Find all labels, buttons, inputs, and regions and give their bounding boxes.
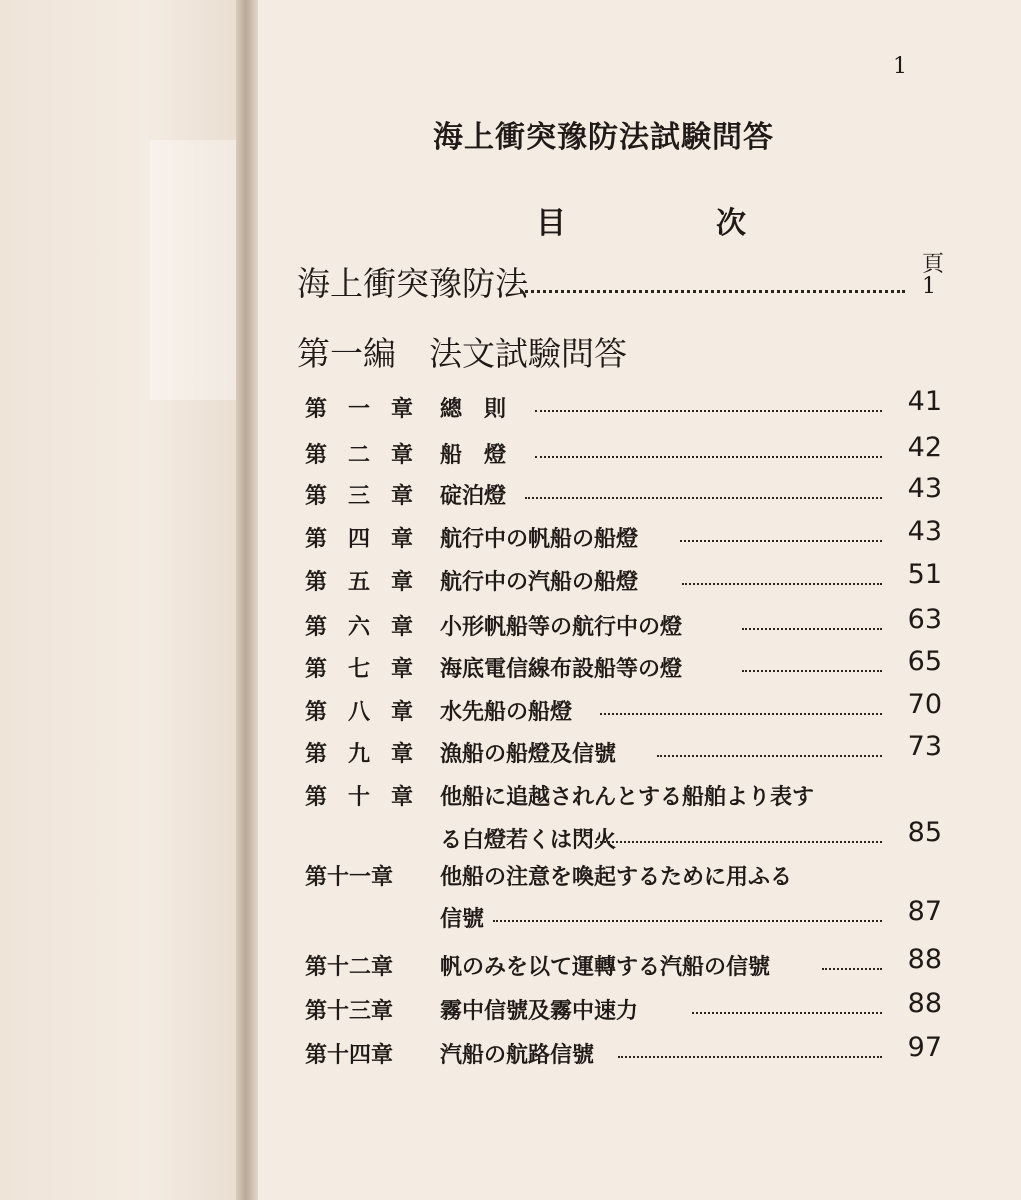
chapter-label-part: 章 bbox=[390, 526, 413, 552]
chapter-page-number: 41 bbox=[907, 386, 942, 417]
dot-leader bbox=[520, 272, 905, 293]
chapter-page-number: 63 bbox=[907, 604, 942, 635]
toc-heading-char: 目 bbox=[536, 206, 566, 241]
chapter-label-part: 第 bbox=[305, 396, 328, 422]
chapter-label bbox=[305, 479, 413, 510]
chapter-page-number: 73 bbox=[907, 731, 942, 762]
toc-entry bbox=[0, 944, 1021, 994]
chapter-label-part: 四 bbox=[347, 526, 370, 552]
dot-leader bbox=[742, 666, 882, 672]
chapter-title-continuation: る白燈若くは閃火 bbox=[440, 827, 617, 853]
chapter-label-part: 章 bbox=[390, 784, 413, 810]
page-folio: 1 bbox=[893, 54, 907, 79]
chapter-label bbox=[305, 1038, 413, 1069]
chapter-label bbox=[305, 780, 413, 811]
dot-leader bbox=[595, 837, 882, 843]
chapter-label-part: 第 bbox=[305, 656, 328, 682]
part-title: 第一編 法文試驗問答 bbox=[297, 334, 627, 373]
chapter-label bbox=[305, 652, 413, 683]
chapter-label-part: 五 bbox=[347, 569, 370, 595]
toc-entry bbox=[0, 432, 1021, 482]
chapter-page-number: 65 bbox=[907, 646, 942, 677]
chapter-label-part: 章 bbox=[390, 442, 413, 468]
chapter-label-part: 十 bbox=[347, 784, 370, 810]
part-title: 海上衝突豫防法 bbox=[297, 264, 528, 303]
chapter-label-part: 第十二章 bbox=[305, 954, 394, 980]
dot-leader bbox=[742, 624, 882, 630]
chapter-label-part: 第 bbox=[305, 442, 328, 468]
chapter-title: 碇泊燈 bbox=[440, 483, 507, 509]
chapter-label bbox=[305, 860, 413, 891]
chapter-page-number: 70 bbox=[907, 689, 942, 720]
chapter-title: 水先船の船燈 bbox=[440, 699, 573, 725]
dot-leader bbox=[535, 406, 882, 412]
chapter-label bbox=[305, 737, 413, 768]
dot-leader bbox=[657, 751, 882, 757]
toc-entry bbox=[0, 731, 1021, 781]
chapter-label bbox=[305, 610, 413, 641]
chapter-title: 航行中の汽船の船燈 bbox=[440, 569, 639, 595]
dot-leader bbox=[618, 1052, 882, 1058]
chapter-label-part: 第 bbox=[305, 699, 328, 725]
chapter-label bbox=[305, 438, 413, 469]
chapter-label-part: 第 bbox=[305, 614, 328, 640]
chapter-label-part: 章 bbox=[390, 656, 413, 682]
dot-leader bbox=[535, 452, 882, 458]
chapter-page-number: 42 bbox=[907, 432, 942, 463]
chapter-label-part: 二 bbox=[347, 442, 370, 468]
chapter-label-part: 七 bbox=[347, 656, 370, 682]
chapter-label-part: 章 bbox=[390, 569, 413, 595]
chapter-label-part: 第十四章 bbox=[305, 1042, 394, 1068]
toc-heading-char: 次 bbox=[716, 206, 746, 241]
chapter-label-part: 章 bbox=[390, 396, 413, 422]
dot-leader bbox=[680, 536, 882, 542]
chapter-page-number: 87 bbox=[907, 896, 942, 927]
chapter-label-part: 第 bbox=[305, 483, 328, 509]
chapter-label bbox=[305, 392, 413, 423]
page-label-text: 頁 bbox=[922, 252, 945, 277]
chapter-title: 帆のみを以て運轉する汽船の信號 bbox=[440, 954, 771, 980]
chapter-label bbox=[305, 695, 413, 726]
dot-leader bbox=[692, 1008, 882, 1014]
chapter-title: 霧中信號及霧中速力 bbox=[440, 998, 639, 1024]
chapter-page-number: 43 bbox=[907, 516, 942, 547]
chapter-page-number: 88 bbox=[907, 988, 942, 1019]
chapter-label-part: 章 bbox=[390, 483, 413, 509]
chapter-label-part: 第 bbox=[305, 741, 328, 767]
chapter-label-part: 章 bbox=[390, 699, 413, 725]
chapter-label-part: 第十一章 bbox=[305, 864, 394, 890]
chapter-title: 航行中の帆船の船燈 bbox=[440, 526, 639, 552]
dot-leader bbox=[822, 964, 882, 970]
chapter-label bbox=[305, 522, 413, 553]
chapter-title: 他船の注意を喚起するために用ふる bbox=[440, 864, 793, 890]
toc-entry bbox=[0, 646, 1021, 696]
dot-leader bbox=[525, 493, 882, 499]
chapter-page-number: 97 bbox=[907, 1032, 942, 1063]
toc-entry bbox=[0, 559, 1021, 609]
chapter-title-continuation: 信號 bbox=[440, 906, 485, 932]
toc-entry bbox=[0, 780, 1021, 824]
chapter-label bbox=[305, 565, 413, 596]
chapter-page-number: 43 bbox=[907, 473, 942, 504]
toc-entry-continuation bbox=[0, 896, 1021, 946]
book-title: 海上衝突豫防法試験問答 bbox=[433, 120, 774, 155]
toc-entry bbox=[0, 988, 1021, 1038]
toc-entry bbox=[0, 386, 1021, 436]
chapter-page-number: 88 bbox=[907, 944, 942, 975]
chapter-title: 小形帆船等の航行中の燈 bbox=[440, 614, 683, 640]
page-label-number: 1 bbox=[922, 274, 936, 299]
chapter-title: 船 燈 bbox=[440, 442, 507, 468]
toc-entry bbox=[0, 860, 1021, 904]
toc-entry bbox=[0, 604, 1021, 654]
chapter-label-part: 九 bbox=[347, 741, 370, 767]
chapter-label-part: 三 bbox=[347, 483, 370, 509]
dot-leader bbox=[493, 916, 882, 922]
chapter-title: 總 則 bbox=[440, 396, 507, 422]
chapter-title: 汽船の航路信號 bbox=[440, 1042, 595, 1068]
dot-leader bbox=[682, 579, 882, 585]
chapter-page-number: 51 bbox=[907, 559, 942, 590]
chapter-label bbox=[305, 950, 413, 981]
chapter-label-part: 第 bbox=[305, 526, 328, 552]
chapter-page-number: 85 bbox=[907, 817, 942, 848]
chapter-label bbox=[305, 994, 413, 1025]
toc-heading bbox=[536, 198, 746, 242]
toc-entry bbox=[0, 689, 1021, 739]
chapter-label-part: 第 bbox=[305, 569, 328, 595]
chapter-label-part: 章 bbox=[390, 614, 413, 640]
chapter-title: 海底電信線布設船等の燈 bbox=[440, 656, 683, 682]
toc-entry bbox=[0, 1032, 1021, 1082]
chapter-title: 漁船の船燈及信號 bbox=[440, 741, 617, 767]
chapter-label-part: 六 bbox=[347, 614, 370, 640]
chapter-label-part: 章 bbox=[390, 741, 413, 767]
chapter-label-part: 一 bbox=[347, 396, 370, 422]
chapter-label-part: 八 bbox=[347, 699, 370, 725]
chapter-label-part: 第 bbox=[305, 784, 328, 810]
chapter-label-part: 第十三章 bbox=[305, 998, 394, 1024]
chapter-title: 他船に追越されんとする船舶より表す bbox=[440, 784, 815, 810]
toc-entry bbox=[0, 516, 1021, 566]
dot-leader bbox=[600, 709, 882, 715]
page-label bbox=[922, 254, 944, 298]
toc-entry bbox=[0, 473, 1021, 523]
